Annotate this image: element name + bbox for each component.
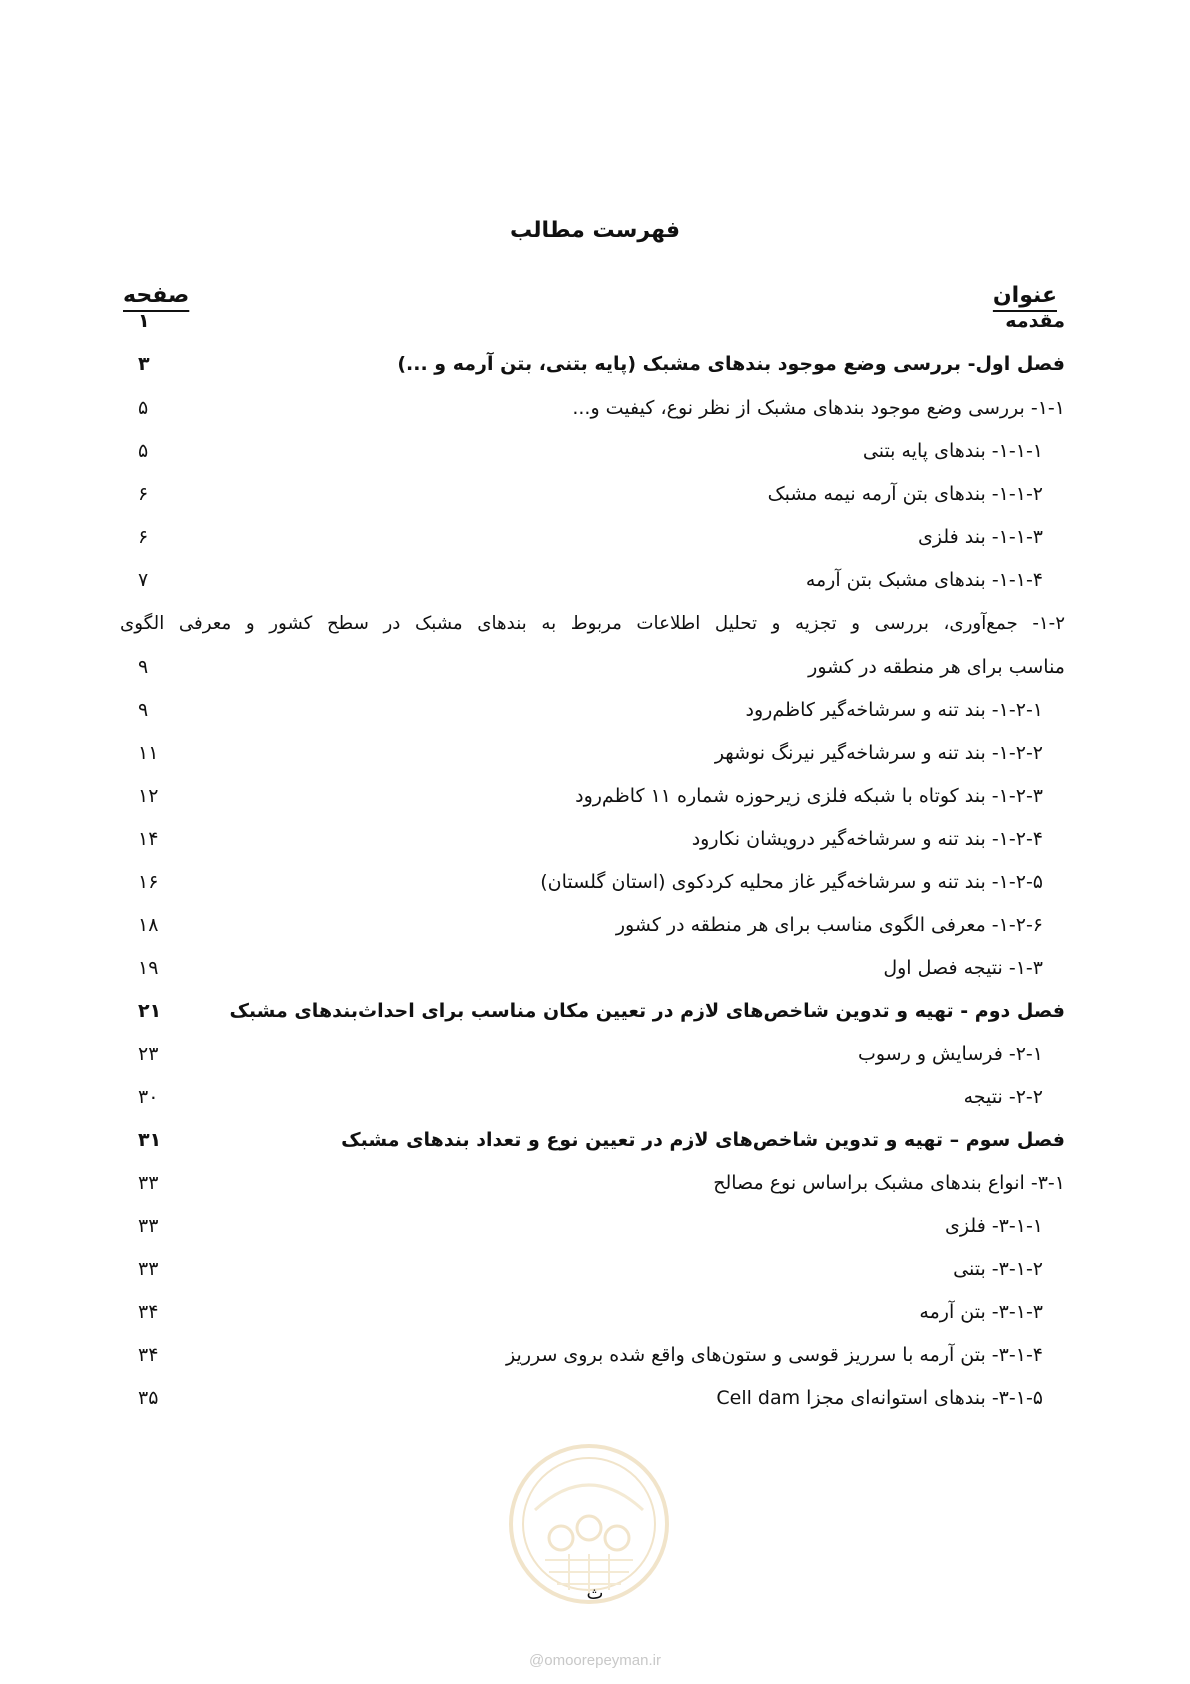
toc-entry-title: ۳-۱-۴- بتن آرمه با سرریز قوسی و ستون‌های واقع شده بروی سرریز [506,1344,1043,1366]
toc-entry-page: ۱۲ [138,785,159,807]
toc-entry [120,1292,1065,1332]
toc-entry-page: ۱۴ [138,828,159,850]
toc-entry [120,991,1065,1031]
toc-entry-title: ۱-۲-۲- بند تنه و سرشاخه‌گیر نیرنگ نوشهر [714,742,1043,764]
toc-entry-title: ۱-۱-۲- بندهای بتن آرمه نیمه مشبک [767,483,1043,505]
toc-entry-title: ۳-۱- انواع بندهای مشبک براساس نوع مصالح [713,1172,1065,1194]
toc-entry-page: ۱۶ [138,871,159,893]
toc-entry [120,948,1065,988]
toc-entry-title: ۳-۱-۱- فلزی [945,1215,1043,1237]
toc-entry [120,733,1065,773]
toc-entry-title: مناسب برای هر منطقه در کشور [808,656,1065,678]
toc-entry-page: ۹ [138,656,149,678]
toc-entry-title: ۱-۲-۶- معرفی الگوی مناسب برای هر منطقه در کشور [615,914,1043,936]
toc-entry-title: ۱-۱-۱- بندهای پایه بتنی [862,440,1043,462]
toc-entry [120,388,1065,428]
toc-entry-page: ۲۱ [138,1000,162,1022]
toc-entry-page: ۳۰ [138,1086,159,1108]
toc-entry [120,1120,1065,1160]
toc-entry-title: مقدمه [1005,310,1065,332]
toc-entry-title: ۱-۲-۵- بند تنه و سرشاخه‌گیر غاز محلیه کردکوی (استان گلستان) [540,871,1043,893]
toc-entry [120,474,1065,514]
toc-entry-title: ۱-۳- نتیجه فصل اول [883,957,1043,979]
toc-entry-page: ۱۱ [138,742,159,764]
watermark-url-text: omoorepeyman.ir [544,1652,661,1669]
page-title: فهرست مطالب [509,218,681,243]
toc-entry-page: ۵ [138,440,149,462]
toc-entry [120,1077,1065,1117]
watermark-url [0,1652,1190,1669]
toc-entry-title: ۱-۲-۱- بند تنه و سرشاخه‌گیر کاظم‌رود [745,699,1043,721]
toc-entry-title: ۳-۱-۵- بندهای استوانه‌ای مجزا Cell dam [716,1387,1043,1409]
toc-entry-page: ۹ [138,699,149,721]
toc-entry-page: ۵ [138,397,149,419]
toc-entry-page: ۶ [138,483,149,505]
toc-entry [120,1378,1065,1418]
toc-entry-title: ۱-۱-۳- بند فلزی [918,526,1043,548]
toc-entry [120,344,1065,384]
toc-entry-title: ۱-۲-۳- بند کوتاه با شبکه فلزی زیرحوزه شماره ۱۱ کاظم‌رود [575,785,1043,807]
toc-entry-title: ۲-۱- فرسایش و رسوب [857,1043,1043,1065]
toc-entry [120,301,1065,341]
toc-entry [120,690,1065,730]
toc-entry-page: ۳۴ [138,1344,159,1366]
toc-entry [120,604,1065,644]
toc-entry [120,862,1065,902]
toc-entry [120,517,1065,557]
column-header-title: عنوان [992,283,1057,308]
toc-entry [120,1163,1065,1203]
toc-entry-page: ۳ [138,353,150,375]
toc-entry-title: ۳-۱-۲- بتنی [953,1258,1043,1280]
toc-entry [120,819,1065,859]
page-number: ث [586,1583,604,1604]
toc-entry-page: ۳۳ [138,1258,159,1280]
toc-entry-page: ۳۳ [138,1215,159,1237]
toc-entry-page: ۳۴ [138,1301,159,1323]
toc-entry [120,1034,1065,1074]
toc-entry [120,431,1065,471]
toc-entry [120,905,1065,945]
toc-entry-title: فصل دوم - تهیه و تدوین شاخص‌های لازم در تعیین مکان مناسب برای احداث‌بندهای مشبک [229,1000,1065,1022]
toc-entry [120,1335,1065,1375]
toc-entry [120,776,1065,816]
toc-entry-page: ۲۳ [138,1043,159,1065]
toc-entry-page: ۶ [138,526,149,548]
toc-entry-title: ۱-۱-۴- بندهای مشبک بتن آرمه [805,569,1043,591]
toc-entry-page: ۱ [138,310,150,332]
toc-entry-page: ۱۸ [138,914,159,936]
toc-entry-title: ۳-۱-۳- بتن آرمه [919,1301,1043,1323]
toc-entry [120,1206,1065,1246]
toc-entry-page: ۳۳ [138,1172,159,1194]
at-icon: @ [529,1652,545,1669]
toc-entry-page: ۱۹ [138,957,159,979]
toc-entry-page: ۷ [138,569,149,591]
toc-entry-page: ۳۵ [138,1387,159,1409]
toc-entry [120,560,1065,600]
column-header-page: صفحه [123,283,190,308]
toc-entry [120,647,1065,687]
toc-entry [120,1249,1065,1289]
toc-entry-title: فصل اول- بررسی وضع موجود بندهای مشبک (پایه بتنی، بتن آرمه و ...) [397,353,1065,375]
toc-entry-title: ۱-۲- جمع‌آوری، بررسی و تجزیه و تحلیل اطلاعات مربوط به بندهای مشبک در سطح کشور و معرفی الگوی [120,613,1065,634]
toc-entry-page: ۳۱ [138,1129,162,1151]
toc-entry-title: فصل سوم – تهیه و تدوین شاخص‌های لازم در تعیین نوع و تعداد بندهای مشبک [341,1129,1065,1151]
toc-entry-title: ۲-۲- نتیجه [963,1086,1043,1108]
toc-entry-title: ۱-۱- بررسی وضع موجود بندهای مشبک از نظر نوع، کیفیت و... [572,397,1065,419]
toc-entry-title: ۱-۲-۴- بند تنه و سرشاخه‌گیر درویشان نکارود [691,828,1043,850]
